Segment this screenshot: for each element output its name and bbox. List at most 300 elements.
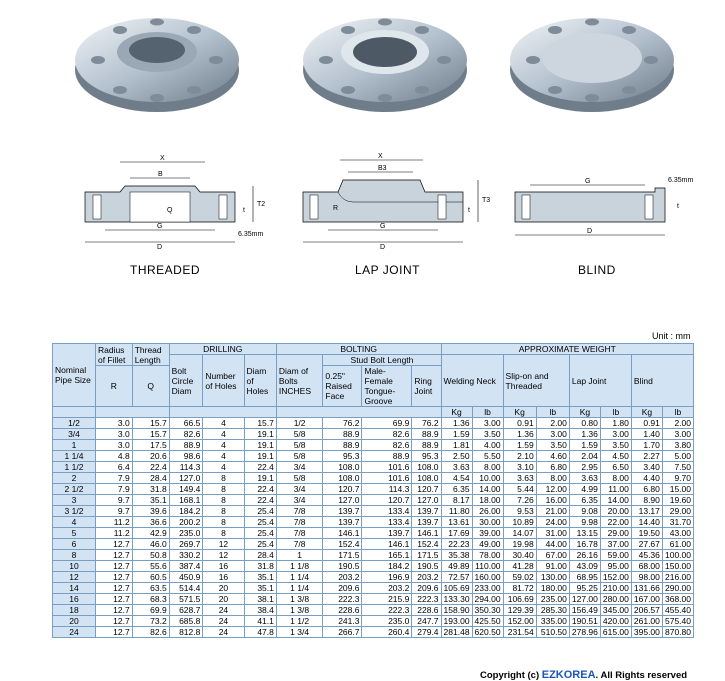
dim-x: X <box>378 153 383 160</box>
hdr-lb: lb <box>662 407 693 418</box>
table-cell: 130.00 <box>536 572 569 583</box>
table-cell: 3.00 <box>662 429 693 440</box>
table-cell: 3/4 <box>276 462 323 473</box>
table-cell: 7.9 <box>95 484 132 495</box>
table-cell: 120.7 <box>412 484 441 495</box>
unit-label: Unit : mm <box>652 331 691 341</box>
size-cell: 1 1/2 <box>53 462 96 473</box>
table-cell: 8.90 <box>631 495 662 506</box>
table-cell: 171.5 <box>412 550 441 561</box>
table-row <box>53 517 694 528</box>
table-cell: 514.4 <box>169 583 203 594</box>
table-cell: 88.9 <box>362 451 412 462</box>
table-cell: 139.7 <box>362 528 412 539</box>
table-cell: 150.00 <box>662 561 693 572</box>
table-cell: 281.48 <box>441 627 472 638</box>
table-cell: 82.6 <box>362 429 412 440</box>
table-cell: 8 <box>203 528 244 539</box>
table-cell: 19.1 <box>244 451 276 462</box>
table-cell: 19.60 <box>662 495 693 506</box>
table-cell: 12.7 <box>95 605 132 616</box>
table-cell: 450.9 <box>169 572 203 583</box>
table-cell: 184.2 <box>169 506 203 517</box>
table-cell: 22.23 <box>441 539 472 550</box>
dim-t3: T3 <box>482 197 491 204</box>
lap-joint-flange-photo <box>298 8 473 118</box>
size-cell: 8 <box>53 550 96 561</box>
table-cell: 98.6 <box>169 451 203 462</box>
table-cell: 44.00 <box>536 539 569 550</box>
table-cell: 222.3 <box>323 594 362 605</box>
table-cell: 7/8 <box>276 539 323 550</box>
table-cell: 114.3 <box>362 484 412 495</box>
table-cell: 368.00 <box>662 594 693 605</box>
dim-g: G <box>157 223 163 230</box>
table-cell: 21.00 <box>536 506 569 517</box>
table-cell: 269.7 <box>169 539 203 550</box>
table-cell: 12.7 <box>95 627 132 638</box>
table-cell: 6.35 <box>569 495 600 506</box>
table-cell: 231.54 <box>503 627 536 638</box>
table-cell: 108.0 <box>412 462 441 473</box>
table-cell: 156.49 <box>569 605 600 616</box>
table-cell: 5/8 <box>276 429 323 440</box>
size-cell: 16 <box>53 594 96 605</box>
table-row <box>53 418 694 429</box>
table-cell: 200.2 <box>169 517 203 528</box>
table-cell: 12 <box>203 539 244 550</box>
threaded-flange-photo <box>70 8 245 118</box>
table-cell: 68.00 <box>631 561 662 572</box>
table-cell: 1 1/2 <box>276 616 323 627</box>
table-cell: 620.50 <box>472 627 503 638</box>
table-cell: 120.7 <box>362 495 412 506</box>
table-cell: 13.15 <box>569 528 600 539</box>
dim-t2: T2 <box>257 201 266 208</box>
threaded-label: THREADED <box>130 263 201 277</box>
table-cell: 5/8 <box>276 473 323 484</box>
table-cell: 68.3 <box>132 594 169 605</box>
table-cell: 575.40 <box>662 616 693 627</box>
size-cell: 10 <box>53 561 96 572</box>
table-cell: 1 1/8 <box>276 561 323 572</box>
lap-joint-drawing <box>298 150 498 255</box>
hdr-nominal-size: Nominal Pipe Size <box>53 344 96 407</box>
table-cell: 5.44 <box>503 484 536 495</box>
table-cell: 88.9 <box>323 440 362 451</box>
table-cell: 190.5 <box>412 561 441 572</box>
table-cell: 78.00 <box>472 550 503 561</box>
table-cell: 241.3 <box>323 616 362 627</box>
table-cell: 628.7 <box>169 605 203 616</box>
table-cell: 1.81 <box>441 440 472 451</box>
threaded-drawing <box>75 150 275 255</box>
table-cell: 7.50 <box>662 462 693 473</box>
table-cell: 73.2 <box>132 616 169 627</box>
table-cell: 22.4 <box>132 462 169 473</box>
table-cell: 395.00 <box>631 627 662 638</box>
table-cell: 350.30 <box>472 605 503 616</box>
table-cell: 36.6 <box>132 517 169 528</box>
dim-r: R <box>333 205 339 212</box>
table-cell: 46.0 <box>132 539 169 550</box>
table-cell: 133.4 <box>362 506 412 517</box>
table-cell: 149.4 <box>169 484 203 495</box>
table-cell: 31.00 <box>536 528 569 539</box>
table-cell: 13.17 <box>631 506 662 517</box>
table-cell: 38.1 <box>244 594 276 605</box>
table-cell: 345.00 <box>600 605 631 616</box>
table-cell: 247.7 <box>412 616 441 627</box>
table-cell: 95.25 <box>569 583 600 594</box>
table-cell: 19.98 <box>503 539 536 550</box>
hdr-kg: Kg <box>441 407 472 418</box>
table-cell: 60.5 <box>132 572 169 583</box>
table-cell: 152.00 <box>600 572 631 583</box>
table-cell: 615.00 <box>600 627 631 638</box>
blind-label: BLIND <box>578 263 616 277</box>
table-cell: 106.69 <box>503 594 536 605</box>
table-cell: 5/8 <box>276 440 323 451</box>
table-cell: 16 <box>203 561 244 572</box>
table-cell: 16 <box>203 572 244 583</box>
table-cell: 24 <box>203 616 244 627</box>
table-row <box>53 506 694 517</box>
table-cell: 3.00 <box>600 429 631 440</box>
table-cell: 19.50 <box>631 528 662 539</box>
table-cell: 279.4 <box>412 627 441 638</box>
table-cell: 69.9 <box>132 605 169 616</box>
table-cell: 2.04 <box>569 451 600 462</box>
table-row <box>53 539 694 550</box>
dim-t: t <box>677 203 679 210</box>
table-cell: 105.69 <box>441 583 472 594</box>
hdr-bolting: BOLTING <box>276 344 441 355</box>
table-cell: 8 <box>203 517 244 528</box>
table-cell: 35.38 <box>441 550 472 561</box>
table-cell: 7/8 <box>276 517 323 528</box>
table-cell: 11.2 <box>95 528 132 539</box>
table-row <box>53 528 694 539</box>
table-cell: 222.3 <box>412 594 441 605</box>
dim-635: 6.35mm <box>238 231 264 238</box>
table-cell: 3.00 <box>472 418 503 429</box>
table-cell: 158.90 <box>441 605 472 616</box>
table-cell: 330.2 <box>169 550 203 561</box>
table-cell: 4 <box>203 451 244 462</box>
size-cell: 3 <box>53 495 96 506</box>
hdr-male-female: Male-Female Tongue-Groove <box>362 366 412 407</box>
table-cell: 9.7 <box>95 495 132 506</box>
table-cell: 31.8 <box>244 561 276 572</box>
hdr-radius-fillet: Radius of Fillet <box>95 344 132 366</box>
table-cell: 1/2 <box>276 418 323 429</box>
table-body <box>53 418 694 638</box>
table-cell: 108.0 <box>323 462 362 473</box>
table-cell: 3.00 <box>536 429 569 440</box>
table-cell: 4.00 <box>472 440 503 451</box>
table-cell: 95.3 <box>323 451 362 462</box>
table-cell: 203.2 <box>362 583 412 594</box>
table-cell: 2.95 <box>569 462 600 473</box>
copyright <box>480 669 687 681</box>
size-cell: 5 <box>53 528 96 539</box>
table-row <box>53 429 694 440</box>
table-cell: 4 <box>203 462 244 473</box>
table-cell: 100.00 <box>662 550 693 561</box>
table-cell: 28.4 <box>244 550 276 561</box>
table-cell: 15.7 <box>244 418 276 429</box>
table-cell: 25.4 <box>244 517 276 528</box>
size-cell: 14 <box>53 583 96 594</box>
table-cell: 203.2 <box>323 572 362 583</box>
table-row <box>53 627 694 638</box>
table-cell: 67.00 <box>536 550 569 561</box>
table-cell: 3.0 <box>95 418 132 429</box>
table-cell: 131.66 <box>631 583 662 594</box>
table-cell: 16.00 <box>536 495 569 506</box>
table-cell: 233.00 <box>472 583 503 594</box>
table-cell: 25.4 <box>244 528 276 539</box>
table-row <box>53 451 694 462</box>
dim-b3: B3 <box>378 165 387 172</box>
size-cell: 2 1/2 <box>53 484 96 495</box>
table-cell: 81.72 <box>503 583 536 594</box>
table-cell: 63.5 <box>132 583 169 594</box>
table-cell: 6.80 <box>631 484 662 495</box>
table-cell: 10.00 <box>472 473 503 484</box>
hdr-stud-bolt-length: Stud Bolt Length <box>323 355 441 366</box>
table-cell: 18.00 <box>472 495 503 506</box>
table-row <box>53 594 694 605</box>
hdr-drilling: DRILLING <box>169 344 276 355</box>
table-cell: 88.9 <box>323 429 362 440</box>
dim-t: t <box>243 207 245 214</box>
hdr-lb: lb <box>536 407 569 418</box>
table-cell: 41.1 <box>244 616 276 627</box>
brand-name: EZKOREA <box>541 669 596 681</box>
table-cell: 7.26 <box>503 495 536 506</box>
table-cell: 43.00 <box>662 528 693 539</box>
table-cell: 8 <box>203 506 244 517</box>
table-cell: 19.1 <box>244 440 276 451</box>
dim-g: G <box>380 223 386 230</box>
hdr-approx-weight: APPROXIMATE WEIGHT <box>441 344 693 355</box>
table-cell: 6.4 <box>95 462 132 473</box>
table-cell: 10.89 <box>503 517 536 528</box>
table-cell: 72.57 <box>441 572 472 583</box>
table-cell: 76.2 <box>412 418 441 429</box>
hdr-lb: lb <box>472 407 503 418</box>
table-cell: 1.59 <box>441 429 472 440</box>
hdr-lb: lb <box>600 407 631 418</box>
table-cell: 152.00 <box>503 616 536 627</box>
table-cell: 3.10 <box>503 462 536 473</box>
table-cell: 294.00 <box>472 594 503 605</box>
table-cell: 1.36 <box>503 429 536 440</box>
hdr-raised-face: 0.25" Raised Face <box>323 366 362 407</box>
table-cell: 14.40 <box>631 517 662 528</box>
table-cell: 5/8 <box>276 451 323 462</box>
table-cell: 1 <box>276 550 323 561</box>
table-cell: 165.1 <box>362 550 412 561</box>
table-cell: 41.28 <box>503 561 536 572</box>
size-cell: 12 <box>53 572 96 583</box>
blind-flange-photo <box>505 8 680 118</box>
size-cell: 3/4 <box>53 429 96 440</box>
table-cell: 129.39 <box>503 605 536 616</box>
dim-d: D <box>380 244 386 251</box>
table-cell: 15.7 <box>132 429 169 440</box>
table-cell: 4 <box>203 440 244 451</box>
table-cell: 59.00 <box>600 550 631 561</box>
table-cell: 95.00 <box>600 561 631 572</box>
table-cell: 68.95 <box>569 572 600 583</box>
table-cell: 12.7 <box>95 594 132 605</box>
table-cell: 49.00 <box>472 539 503 550</box>
table-cell: 4.60 <box>536 451 569 462</box>
table-cell: 114.3 <box>169 462 203 473</box>
table-cell: 4 <box>203 429 244 440</box>
table-cell: 290.00 <box>662 583 693 594</box>
table-cell: 209.6 <box>323 583 362 594</box>
table-cell: 95.3 <box>412 451 441 462</box>
table-cell: 2.50 <box>441 451 472 462</box>
table-cell: 82.6 <box>132 627 169 638</box>
table-cell: 1.36 <box>569 429 600 440</box>
table-cell: 7/8 <box>276 506 323 517</box>
hdr-bolt-circle: Bolt Circle Diam <box>169 355 203 407</box>
table-cell: 812.8 <box>169 627 203 638</box>
table-row <box>53 550 694 561</box>
table-cell: 6.50 <box>600 462 631 473</box>
table-cell: 24 <box>203 605 244 616</box>
table-cell: 35.1 <box>244 583 276 594</box>
table-cell: 55.6 <box>132 561 169 572</box>
table-cell: 2.10 <box>503 451 536 462</box>
table-cell: 335.00 <box>536 616 569 627</box>
table-cell: 5.50 <box>472 451 503 462</box>
table-cell: 6.80 <box>536 462 569 473</box>
hdr-kg: Kg <box>569 407 600 418</box>
table-cell: 12.7 <box>95 539 132 550</box>
table-cell: 91.00 <box>536 561 569 572</box>
table-cell: 4.54 <box>441 473 472 484</box>
table-cell: 2.27 <box>631 451 662 462</box>
lap-joint-label: LAP JOINT <box>355 263 420 277</box>
table-cell: 9.70 <box>662 473 693 484</box>
table-cell: 196.9 <box>362 572 412 583</box>
table-cell: 190.51 <box>569 616 600 627</box>
hdr-diam-holes: Diam of Holes <box>244 355 276 407</box>
table-cell: 184.2 <box>362 561 412 572</box>
table-cell: 98.00 <box>631 572 662 583</box>
table-cell: 12.00 <box>536 484 569 495</box>
table-cell: 22.00 <box>600 517 631 528</box>
hdr-slip-on: Slip-on and Threaded <box>503 355 569 407</box>
table-cell: 260.4 <box>362 627 412 638</box>
table-cell: 3/4 <box>276 484 323 495</box>
table-cell: 146.1 <box>362 539 412 550</box>
table-cell: 16.78 <box>569 539 600 550</box>
table-cell: 108.0 <box>412 473 441 484</box>
table-cell: 266.7 <box>323 627 362 638</box>
table-cell: 146.1 <box>323 528 362 539</box>
table-cell: 280.00 <box>600 594 631 605</box>
table-cell: 88.9 <box>412 440 441 451</box>
table-cell: 20.00 <box>600 506 631 517</box>
size-cell: 18 <box>53 605 96 616</box>
table-cell: 3.63 <box>503 473 536 484</box>
table-cell: 24 <box>203 627 244 638</box>
table-cell: 190.5 <box>323 561 362 572</box>
copyright-prefix: Copyright (c) <box>480 670 542 681</box>
table-cell: 206.57 <box>631 605 662 616</box>
table-cell: 22.4 <box>244 462 276 473</box>
table-cell: 2.00 <box>662 418 693 429</box>
table-cell: 3.0 <box>95 440 132 451</box>
table-cell: 17.5 <box>132 440 169 451</box>
table-cell: 43.09 <box>569 561 600 572</box>
table-cell: 209.6 <box>412 583 441 594</box>
table-cell: 133.4 <box>362 517 412 528</box>
table-cell: 9.53 <box>503 506 536 517</box>
size-cell: 20 <box>53 616 96 627</box>
size-cell: 1 1/4 <box>53 451 96 462</box>
hdr-diam-bolts: Diam of Bolts INCHES <box>276 355 323 407</box>
table-cell: 20 <box>203 583 244 594</box>
table-cell: 1 3/8 <box>276 594 323 605</box>
hdr-blank <box>169 407 276 418</box>
table-cell: 13.61 <box>441 517 472 528</box>
hdr-kg: Kg <box>503 407 536 418</box>
table-cell: 1 3/4 <box>276 627 323 638</box>
dim-d: D <box>157 244 163 251</box>
table-cell: 14.00 <box>472 484 503 495</box>
size-cell: 6 <box>53 539 96 550</box>
size-cell: 2 <box>53 473 96 484</box>
table-cell: 8.00 <box>472 462 503 473</box>
table-cell: 29.00 <box>662 506 693 517</box>
table-cell: 31.8 <box>132 484 169 495</box>
table-cell: 235.00 <box>536 594 569 605</box>
table-row <box>53 495 694 506</box>
table-row <box>53 605 694 616</box>
hdr-welding-neck: Welding Neck <box>441 355 503 407</box>
table-cell: 139.7 <box>412 506 441 517</box>
table-cell: 139.7 <box>412 517 441 528</box>
hdr-kg: Kg <box>631 407 662 418</box>
table-cell: 8 <box>203 495 244 506</box>
table-cell: 59.02 <box>503 572 536 583</box>
table-cell: 685.8 <box>169 616 203 627</box>
table-cell: 110.00 <box>472 561 503 572</box>
table-cell: 3.63 <box>569 473 600 484</box>
table-cell: 12.7 <box>95 561 132 572</box>
table-cell: 8.00 <box>600 473 631 484</box>
hdr-blank <box>276 407 441 418</box>
table-cell: 228.6 <box>412 605 441 616</box>
table-cell: 9.08 <box>569 506 600 517</box>
dim-x: X <box>160 155 165 162</box>
table-cell: 139.7 <box>323 506 362 517</box>
table-cell: 127.0 <box>169 473 203 484</box>
table-cell: 152.4 <box>412 539 441 550</box>
dim-q: Q <box>167 207 173 214</box>
table-cell: 12 <box>203 550 244 561</box>
table-cell: 2.00 <box>536 418 569 429</box>
table-cell: 12.7 <box>95 583 132 594</box>
